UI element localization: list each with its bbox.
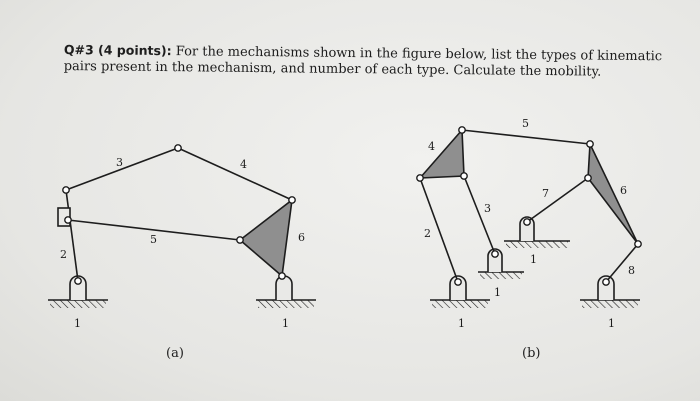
link-6-ternary (588, 144, 638, 244)
ground-support-b3 (504, 217, 570, 248)
link-4 (178, 148, 292, 200)
a-label-1-left: 1 (74, 317, 81, 330)
a-label-1-right: 1 (282, 317, 289, 330)
b-label-1-b: 1 (494, 286, 501, 299)
b-label-1-c: 1 (458, 317, 465, 330)
link-5 (462, 130, 590, 144)
ground-support-b4 (580, 276, 640, 308)
b-label-8: 8 (628, 264, 635, 277)
ground-support-right (256, 276, 316, 308)
caption-a: (a) (166, 346, 184, 361)
link-4-ternary (420, 130, 464, 178)
link-2 (66, 190, 78, 281)
b-label-4: 4 (428, 140, 435, 153)
question-label: Q#3 (4 points): (63, 42, 172, 59)
a-label-4: 4 (240, 158, 247, 171)
a-label-5: 5 (150, 233, 157, 246)
a-label-3: 3 (116, 156, 123, 169)
caption-b: (b) (522, 346, 541, 361)
ground-support-b2 (478, 249, 524, 279)
b-label-1-a: 1 (530, 253, 537, 266)
link-3 (66, 148, 178, 190)
b-label-2: 2 (424, 227, 431, 240)
b-label-3: 3 (484, 202, 491, 215)
question-body: For the mechanisms shown in the figure below, list the types of kinematic pairs present in the mechanism, and number of each type. Calculate the mobility. (63, 44, 663, 80)
a-label-6: 6 (298, 231, 305, 244)
link-7 (527, 178, 588, 222)
link-3 (464, 176, 495, 254)
b-label-7: 7 (542, 187, 549, 200)
link-6-ternary (240, 200, 292, 276)
a-label-2: 2 (60, 248, 67, 261)
figure-a (48, 145, 316, 308)
revolute-joints-a (63, 145, 295, 284)
figure-b (417, 127, 641, 308)
b-label-1-d: 1 (608, 317, 615, 330)
b-label-6: 6 (620, 184, 627, 197)
b-label-5: 5 (522, 117, 529, 130)
